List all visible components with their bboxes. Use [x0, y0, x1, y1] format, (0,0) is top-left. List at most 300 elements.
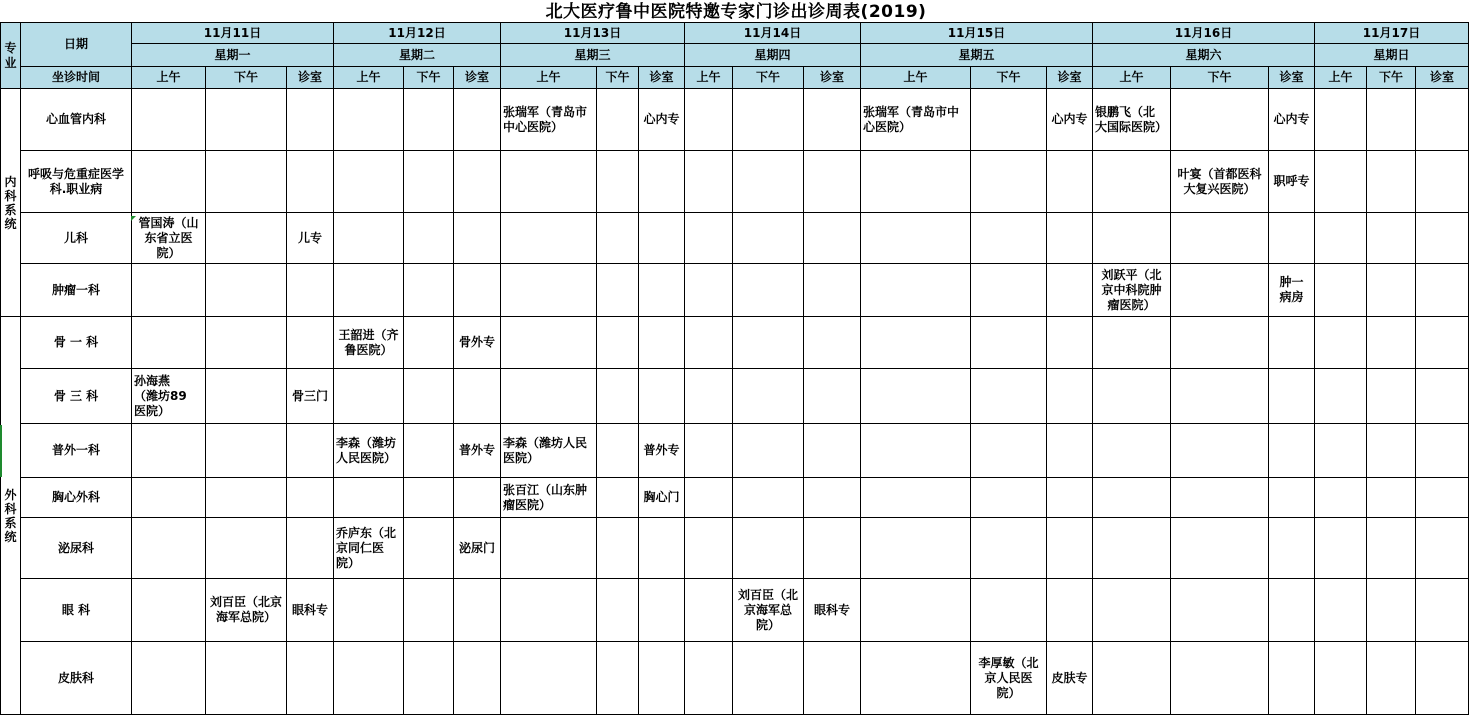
slot-text: 普外专 — [458, 443, 495, 457]
afternoon-slot — [1171, 213, 1269, 264]
clinic-room — [804, 579, 861, 642]
slot-text: 职呼专 — [1273, 174, 1310, 188]
morning-slot — [685, 518, 733, 579]
system-label-text: 内科系统 — [4, 174, 17, 231]
afternoon-header: 下午 — [404, 67, 454, 89]
clinic-room — [454, 424, 501, 478]
department-row — [1, 213, 1469, 264]
morning-slot — [501, 213, 597, 264]
clinic-room — [804, 642, 861, 715]
slot-text: 张瑞军（青岛市中心医院） — [863, 104, 960, 134]
clinic-room — [1269, 264, 1315, 317]
morning-slot — [1315, 369, 1367, 424]
morning-slot — [334, 642, 404, 715]
afternoon-slot — [597, 89, 639, 151]
afternoon-slot — [1367, 424, 1416, 478]
room-header: 诊室 — [454, 67, 501, 89]
slot-text: 眼科专 — [813, 602, 850, 617]
clinic-room — [1047, 579, 1093, 642]
afternoon-slot — [971, 89, 1047, 151]
morning-slot — [861, 518, 971, 579]
morning-slot — [685, 369, 733, 424]
clinic-room — [804, 478, 861, 518]
clinic-room — [1416, 151, 1469, 213]
day-weekday: 星期五 — [861, 44, 1093, 67]
clinic-room — [287, 151, 334, 213]
morning-slot — [685, 151, 733, 213]
clinic-room — [1416, 89, 1469, 151]
slot-text: 银鹏飞（北大国际医院） — [1095, 104, 1168, 134]
clinic-room — [454, 89, 501, 151]
morning-slot — [132, 369, 206, 424]
afternoon-slot — [971, 518, 1047, 579]
clinic-room — [1416, 579, 1469, 642]
clinic-room — [639, 89, 685, 151]
morning-slot — [501, 151, 597, 213]
day-weekday: 星期一 — [132, 44, 334, 67]
slot-text: 胸心门 — [643, 490, 680, 504]
slot-text: 李森（潍坊人民医院） — [336, 435, 397, 465]
department-name: 呼吸与危重症医学科.职业病 — [21, 151, 132, 213]
department-name: 儿科 — [21, 213, 132, 264]
afternoon-slot — [1367, 317, 1416, 369]
afternoon-slot — [1367, 642, 1416, 715]
afternoon-slot — [733, 317, 804, 369]
clinic-room — [804, 369, 861, 424]
morning-slot — [685, 478, 733, 518]
day-weekday: 星期三 — [501, 44, 685, 67]
morning-slot — [334, 369, 404, 424]
morning-slot — [685, 264, 733, 317]
morning-slot — [685, 89, 733, 151]
clinic-room — [1047, 518, 1093, 579]
morning-slot — [334, 579, 404, 642]
afternoon-header: 下午 — [597, 67, 639, 89]
slot-text: 张瑞军（青岛市中心医院） — [503, 104, 588, 134]
morning-slot — [334, 89, 404, 151]
afternoon-slot — [733, 579, 804, 642]
clinic-room — [287, 369, 334, 424]
clinic-room — [1047, 264, 1093, 317]
clinic-room — [639, 579, 685, 642]
morning-slot — [132, 579, 206, 642]
room-header: 诊室 — [1047, 67, 1093, 89]
clinic-room — [639, 518, 685, 579]
afternoon-slot — [404, 478, 454, 518]
morning-slot — [861, 151, 971, 213]
afternoon-slot — [1171, 264, 1269, 317]
afternoon-slot — [404, 213, 454, 264]
department-name: 眼 科 — [21, 579, 132, 642]
morning-slot — [501, 478, 597, 518]
clinic-room — [804, 317, 861, 369]
clinic-room — [639, 478, 685, 518]
department-row — [1, 317, 1469, 369]
row-gutter-marker — [0, 425, 2, 477]
clinic-room — [287, 213, 334, 264]
clinic-room — [454, 579, 501, 642]
clinic-room — [804, 518, 861, 579]
afternoon-slot — [404, 317, 454, 369]
department-name: 心血管内科 — [21, 89, 132, 151]
morning-slot — [132, 151, 206, 213]
department-row — [1, 518, 1469, 579]
system-label — [1, 317, 21, 715]
clinic-room — [287, 579, 334, 642]
day-date: 11月14日 — [685, 23, 861, 44]
clinic-room — [287, 317, 334, 369]
slot-text: 乔庐东（北京同仁医院） — [336, 525, 397, 570]
morning-slot — [1315, 579, 1367, 642]
afternoon-slot — [206, 642, 287, 715]
clinic-room — [804, 151, 861, 213]
afternoon-header: 下午 — [206, 67, 287, 89]
department-name: 肿瘤一科 — [21, 264, 132, 317]
afternoon-slot — [1171, 518, 1269, 579]
clinic-room — [1047, 642, 1093, 715]
morning-slot — [501, 317, 597, 369]
clinic-room — [287, 89, 334, 151]
morning-slot — [861, 579, 971, 642]
morning-slot — [685, 317, 733, 369]
morning-slot — [132, 89, 206, 151]
day-date: 11月12日 — [334, 23, 501, 44]
afternoon-slot — [206, 369, 287, 424]
afternoon-slot — [1367, 89, 1416, 151]
day-date: 11月16日 — [1093, 23, 1315, 44]
afternoon-slot — [1171, 478, 1269, 518]
clinic-room — [1416, 369, 1469, 424]
clinic-room — [804, 424, 861, 478]
slot-text: 骨三门 — [291, 388, 328, 403]
afternoon-slot — [1367, 369, 1416, 424]
clinic-room — [1047, 89, 1093, 151]
department-row — [1, 424, 1469, 478]
clinic-room — [454, 151, 501, 213]
morning-slot — [685, 579, 733, 642]
afternoon-slot — [404, 151, 454, 213]
afternoon-slot — [597, 151, 639, 213]
morning-slot — [334, 151, 404, 213]
morning-slot — [334, 518, 404, 579]
afternoon-header: 下午 — [971, 67, 1047, 89]
morning-slot — [1093, 518, 1171, 579]
afternoon-slot — [597, 369, 639, 424]
clinic-room — [287, 518, 334, 579]
department-name: 骨 一 科 — [21, 317, 132, 369]
clinic-room — [1269, 478, 1315, 518]
morning-slot — [861, 642, 971, 715]
morning-slot — [132, 424, 206, 478]
clinic-room — [1269, 213, 1315, 264]
slot-text: 肿一病房 — [1279, 275, 1304, 304]
department-row — [1, 478, 1469, 518]
day-weekday: 星期日 — [1315, 44, 1469, 67]
day-weekday: 星期四 — [685, 44, 861, 67]
clinic-room — [1269, 89, 1315, 151]
afternoon-slot — [733, 213, 804, 264]
morning-slot — [334, 213, 404, 264]
clinic-room — [1416, 264, 1469, 317]
specialty-header: 专业 — [1, 23, 21, 89]
clinic-room — [1269, 151, 1315, 213]
morning-slot — [334, 478, 404, 518]
department-row — [1, 151, 1469, 213]
day-weekday: 星期二 — [334, 44, 501, 67]
morning-slot — [132, 518, 206, 579]
afternoon-slot — [597, 579, 639, 642]
clinic-room — [1269, 579, 1315, 642]
morning-slot — [1093, 317, 1171, 369]
slot-text: 刘跃平（北京中科院肿瘤医院） — [1101, 267, 1162, 312]
slot-text: 李厚敏（北京人民医院） — [978, 655, 1039, 700]
morning-slot — [1315, 478, 1367, 518]
morning-slot — [1315, 213, 1367, 264]
clinic-room — [454, 213, 501, 264]
clinic-room — [287, 642, 334, 715]
room-header: 诊室 — [804, 67, 861, 89]
morning-slot — [1093, 369, 1171, 424]
clinic-room — [639, 369, 685, 424]
afternoon-slot — [206, 264, 287, 317]
afternoon-slot — [597, 478, 639, 518]
afternoon-slot — [404, 579, 454, 642]
morning-slot — [132, 642, 206, 715]
clinic-room — [1047, 369, 1093, 424]
morning-slot — [1315, 317, 1367, 369]
clinic-room — [1047, 478, 1093, 518]
day-date: 11月17日 — [1315, 23, 1469, 44]
afternoon-slot — [1367, 151, 1416, 213]
afternoon-slot — [404, 369, 454, 424]
afternoon-slot — [404, 518, 454, 579]
department-name: 胸心外科 — [21, 478, 132, 518]
afternoon-slot — [206, 151, 287, 213]
afternoon-slot — [206, 213, 287, 264]
morning-slot — [1315, 264, 1367, 317]
morning-slot — [861, 213, 971, 264]
afternoon-header: 下午 — [1171, 67, 1269, 89]
morning-slot — [1093, 642, 1171, 715]
afternoon-slot — [733, 369, 804, 424]
system-label — [1, 89, 21, 317]
afternoon-slot — [1171, 369, 1269, 424]
afternoon-slot — [971, 151, 1047, 213]
department-name: 皮肤科 — [21, 642, 132, 715]
morning-header: 上午 — [1093, 67, 1171, 89]
clinic-room — [454, 642, 501, 715]
afternoon-header: 下午 — [733, 67, 804, 89]
clinic-room — [804, 89, 861, 151]
department-row — [1, 579, 1469, 642]
afternoon-slot — [971, 317, 1047, 369]
afternoon-header: 下午 — [1367, 67, 1416, 89]
department-row — [1, 369, 1469, 424]
afternoon-slot — [1367, 579, 1416, 642]
day-date: 11月13日 — [501, 23, 685, 44]
morning-slot — [501, 579, 597, 642]
day-date: 11月15日 — [861, 23, 1093, 44]
header-row-dates — [1, 23, 1469, 44]
slot-text: 李森（潍坊人民医院） — [503, 435, 588, 465]
morning-header: 上午 — [685, 67, 733, 89]
clinic-room — [454, 264, 501, 317]
slot-text: 皮肤专 — [1051, 670, 1088, 685]
afternoon-slot — [733, 151, 804, 213]
clinic-room — [1047, 213, 1093, 264]
morning-slot — [132, 264, 206, 317]
clinic-room — [1269, 518, 1315, 579]
clinic-room — [287, 264, 334, 317]
morning-slot — [1093, 264, 1171, 317]
slot-text: 管国涛（山东省立医院） — [138, 215, 199, 260]
clinic-room — [1416, 213, 1469, 264]
morning-slot — [1315, 518, 1367, 579]
schedule-table — [0, 22, 1469, 715]
clinic-room — [287, 424, 334, 478]
afternoon-slot — [597, 213, 639, 264]
clinic-room — [1047, 424, 1093, 478]
slot-text: 心内专 — [1051, 112, 1088, 126]
afternoon-slot — [206, 424, 287, 478]
clinic-room — [454, 369, 501, 424]
header-row-weekdays — [1, 44, 1469, 67]
afternoon-slot — [733, 264, 804, 317]
department-row — [1, 642, 1469, 715]
afternoon-slot — [1367, 213, 1416, 264]
slot-text: 普外专 — [643, 443, 680, 457]
afternoon-slot — [597, 264, 639, 317]
morning-slot — [1093, 478, 1171, 518]
afternoon-slot — [971, 424, 1047, 478]
morning-slot — [1093, 89, 1171, 151]
morning-slot — [132, 478, 206, 518]
afternoon-slot — [1171, 579, 1269, 642]
morning-header: 上午 — [501, 67, 597, 89]
morning-slot — [501, 369, 597, 424]
morning-slot — [334, 317, 404, 369]
morning-slot — [1093, 213, 1171, 264]
clinic-room — [1269, 369, 1315, 424]
slot-text: 儿专 — [297, 230, 322, 245]
morning-slot — [861, 317, 971, 369]
morning-slot — [1315, 424, 1367, 478]
afternoon-slot — [971, 478, 1047, 518]
clinic-room — [1416, 642, 1469, 715]
department-name: 普外一科 — [21, 424, 132, 478]
morning-header: 上午 — [334, 67, 404, 89]
afternoon-slot — [1367, 478, 1416, 518]
morning-header: 上午 — [861, 67, 971, 89]
morning-slot — [861, 89, 971, 151]
morning-slot — [1315, 642, 1367, 715]
afternoon-slot — [206, 518, 287, 579]
clinic-room — [639, 317, 685, 369]
afternoon-slot — [206, 317, 287, 369]
afternoon-slot — [597, 317, 639, 369]
room-header: 诊室 — [1416, 67, 1469, 89]
morning-slot — [501, 424, 597, 478]
afternoon-slot — [733, 424, 804, 478]
clinic-room — [1047, 151, 1093, 213]
afternoon-slot — [1171, 424, 1269, 478]
morning-slot — [861, 424, 971, 478]
clinic-room — [639, 642, 685, 715]
afternoon-slot — [971, 264, 1047, 317]
morning-header: 上午 — [1315, 67, 1367, 89]
morning-slot — [132, 213, 206, 264]
morning-slot — [334, 264, 404, 317]
room-header: 诊室 — [1269, 67, 1315, 89]
date-header: 日期 — [21, 23, 132, 67]
clinic-room — [454, 317, 501, 369]
slot-text: 叶宴（首都医科大复兴医院） — [1177, 166, 1262, 196]
room-header: 诊室 — [639, 67, 685, 89]
department-row — [1, 264, 1469, 317]
afternoon-slot — [1367, 264, 1416, 317]
morning-slot — [501, 642, 597, 715]
afternoon-slot — [597, 424, 639, 478]
afternoon-slot — [1367, 518, 1416, 579]
slot-text: 刘百臣（北京海军总院） — [738, 587, 799, 632]
session-header: 坐诊时间 — [21, 67, 132, 89]
clinic-room — [1416, 518, 1469, 579]
afternoon-slot — [404, 89, 454, 151]
day-weekday: 星期六 — [1093, 44, 1315, 67]
afternoon-slot — [597, 518, 639, 579]
morning-header: 上午 — [132, 67, 206, 89]
afternoon-slot — [404, 424, 454, 478]
sheet-title: 北大医疗鲁中医院特邀专家门诊出诊周表(2019) — [545, 2, 927, 22]
morning-slot — [334, 424, 404, 478]
department-name: 泌尿科 — [21, 518, 132, 579]
slot-text: 骨外专 — [458, 335, 495, 349]
afternoon-slot — [971, 579, 1047, 642]
clinic-room — [1269, 424, 1315, 478]
slot-text: 孙海燕（潍坊89医院） — [134, 373, 187, 418]
morning-slot — [1093, 151, 1171, 213]
afternoon-slot — [733, 642, 804, 715]
afternoon-slot — [733, 89, 804, 151]
slot-text: 心内专 — [1273, 112, 1310, 126]
room-header: 诊室 — [287, 67, 334, 89]
slot-text: 王韶进（齐鲁医院） — [338, 327, 399, 357]
morning-slot — [1315, 89, 1367, 151]
clinic-room — [639, 151, 685, 213]
afternoon-slot — [733, 478, 804, 518]
department-name: 骨 三 科 — [21, 369, 132, 424]
morning-slot — [685, 642, 733, 715]
clinic-room — [1416, 478, 1469, 518]
morning-slot — [685, 424, 733, 478]
afternoon-slot — [597, 642, 639, 715]
system-label-text: 外科系统 — [4, 487, 17, 544]
slot-text: 眼科专 — [291, 602, 328, 617]
afternoon-slot — [1171, 89, 1269, 151]
clinic-room — [454, 518, 501, 579]
slot-text: 张百江（山东肿瘤医院） — [503, 482, 588, 512]
morning-slot — [501, 518, 597, 579]
header-row-sessions — [1, 67, 1469, 89]
afternoon-slot — [1171, 317, 1269, 369]
clinic-room — [454, 478, 501, 518]
morning-slot — [1093, 424, 1171, 478]
morning-slot — [1093, 579, 1171, 642]
afternoon-slot — [971, 642, 1047, 715]
morning-slot — [685, 213, 733, 264]
morning-slot — [861, 478, 971, 518]
morning-slot — [1315, 151, 1367, 213]
